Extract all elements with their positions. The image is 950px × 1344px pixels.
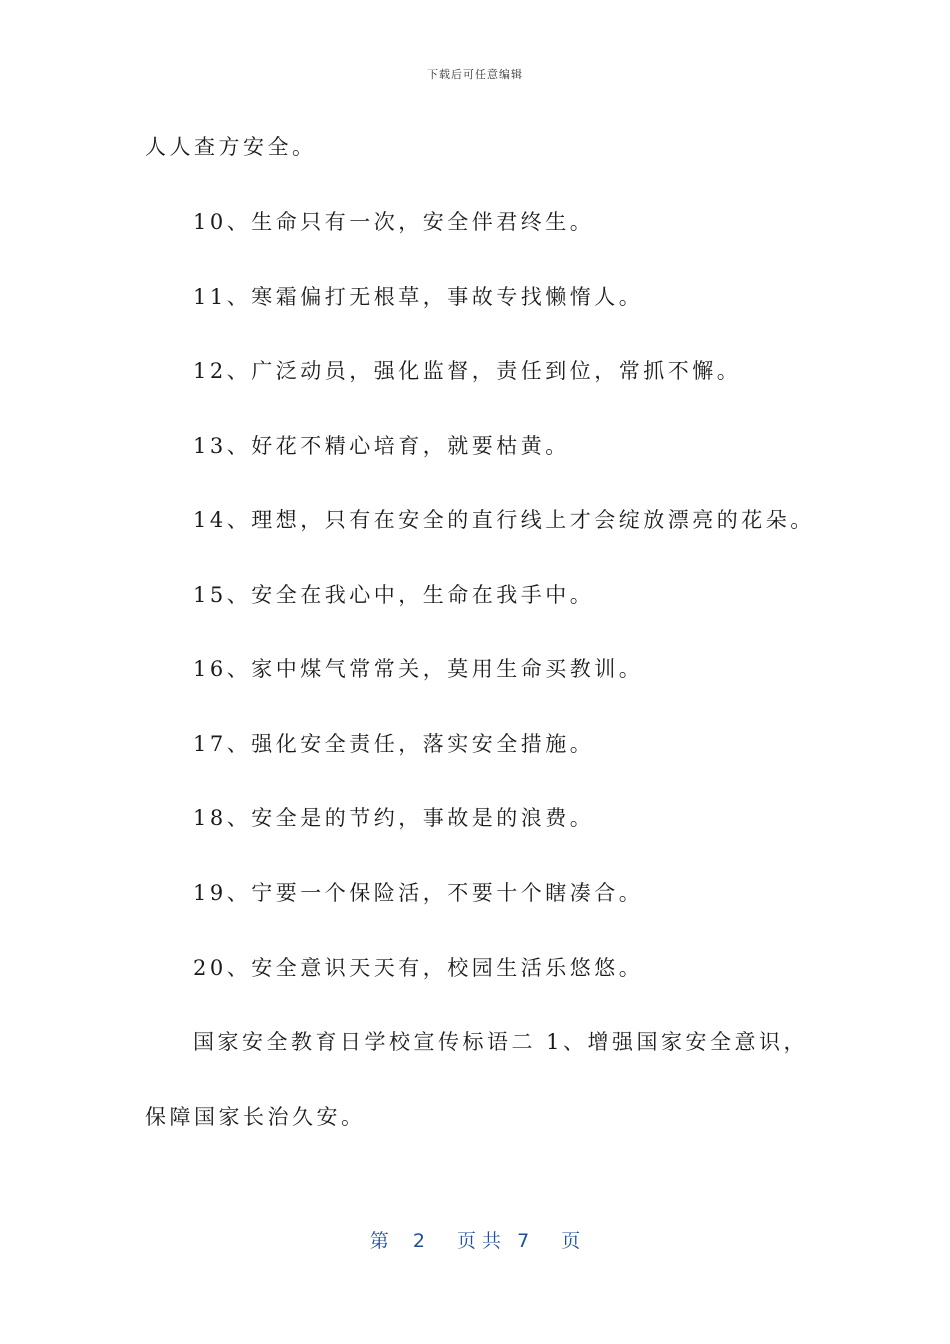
footer-prefix: 第 (369, 1230, 389, 1252)
slogan-line-16: 16、家中煤气常常关，莫用生命买教训。 (193, 657, 644, 681)
slogan-line-13: 13、好花不精心培育，就要枯黄。 (193, 434, 570, 458)
slogan-line-10: 10、生命只有一次，安全伴君终生。 (193, 210, 595, 234)
page-header-note: 下载后可任意编辑 (427, 68, 523, 81)
footer-middle: 页 共 (456, 1230, 502, 1252)
slogan-line-20: 20、安全意识天天有，校园生活乐悠悠。 (193, 956, 644, 980)
slogan-line-18: 18、安全是的节约，事故是的浪费。 (193, 806, 595, 830)
section-continuation-line: 保障国家长治久安。 (145, 1105, 366, 1129)
slogan-line-14: 14、理想，只有在安全的直行线上才会绽放漂亮的花朵。 (193, 508, 815, 532)
slogan-line-12: 12、广泛动员，强化监督，责任到位，常抓不懈。 (193, 359, 742, 383)
section-heading-line: 国家安全教育日学校宣传标语二 1、增强国家安全意识， (193, 1030, 809, 1054)
footer-suffix: 页 (561, 1230, 581, 1252)
footer-current-page: 2 (412, 1230, 425, 1252)
slogan-line-19: 19、宁要一个保险活，不要十个瞎凑合。 (193, 881, 644, 905)
slogan-line-17: 17、强化安全责任，落实安全措施。 (193, 732, 595, 756)
footer-total-pages: 7 (517, 1230, 530, 1252)
slogan-line-11: 11、寒霜偏打无根草，事故专找懒惰人。 (193, 285, 644, 309)
page-number-footer (0, 1226, 950, 1253)
text-line-continuation: 人人查方安全。 (145, 135, 317, 159)
slogan-line-15: 15、安全在我心中，生命在我手中。 (193, 583, 595, 607)
